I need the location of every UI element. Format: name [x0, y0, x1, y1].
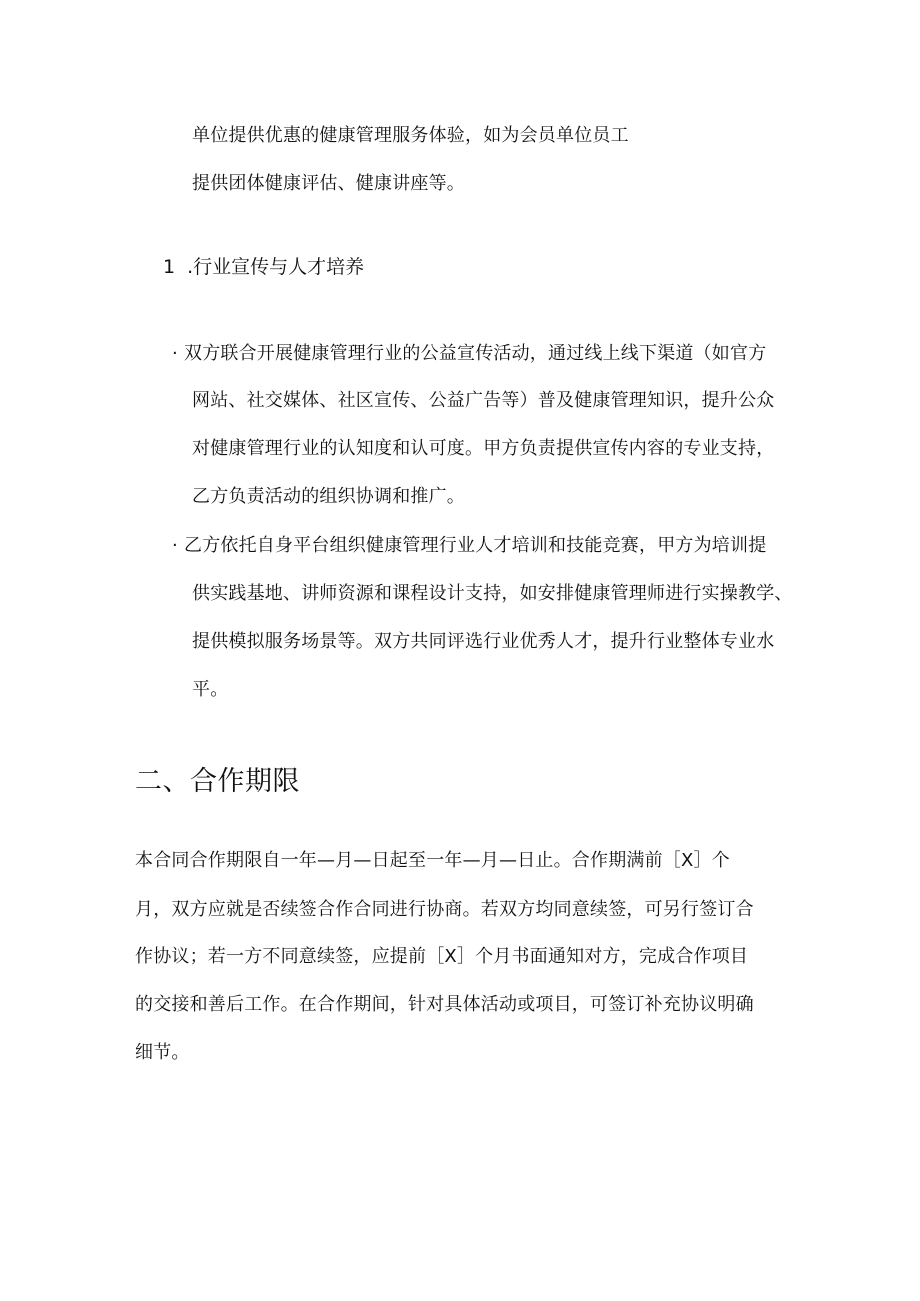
promo-item-2-line-3: 提供模拟服务场景等。双方共同评选行业优秀人才，提升行业整体专业水	[192, 631, 775, 652]
section-promo-title: .行业宣传与人才培养	[187, 256, 365, 278]
term-line-3: 作协议；若一方不同意续签，应提前［X］个月书面通知对方，完成合作项目	[135, 946, 749, 967]
promo-item-2-line-2: 供实践基地、讲师资源和课程设计支持，如安排健康管理师进行实操教学、	[192, 583, 793, 604]
promo-item-1-line-4: 乙方负责活动的组织协调和推广。	[192, 486, 465, 507]
term-line-5: 细节。	[135, 1042, 190, 1063]
promo-item-2-line-4: 平。	[192, 679, 229, 700]
section-promo-number: 1	[163, 256, 176, 278]
promo-item-1-line-1: 双方联合开展健康管理行业的公益宣传活动，通过线上线下渠道（如官方	[184, 343, 767, 364]
bullet-marker-1: ·	[172, 343, 178, 364]
promo-item-1-line-3: 对健康管理行业的认知度和认可度。甲方负责提供宣传内容的专业支持，	[192, 438, 775, 459]
promo-item-1-line-2: 网站、社交媒体、社区宣传、公益广告等）普及健康管理知识，提升公众	[192, 390, 775, 411]
section-term-heading: 二、合作期限	[135, 766, 300, 797]
term-line-4: 的交接和善后工作。在合作期间，针对具体活动或项目，可签订补充协议明确	[135, 994, 754, 1015]
term-line-1: 本合同合作期限自一年—月—日起至一年—月—日止。合作期满前［X］个	[135, 850, 730, 871]
intro-line-2: 提供团体健康评估、健康讲座等。	[192, 173, 465, 194]
section-promo-heading	[163, 254, 364, 280]
promo-item-2-line-1: 乙方依托自身平台组织健康管理行业人才培训和技能竞赛，甲方为培训提	[184, 535, 767, 556]
term-line-2: 月，双方应就是否续签合作合同进行协商。若双方均同意续签，可另行签订合	[135, 899, 754, 920]
bullet-marker-2: ·	[172, 535, 178, 556]
intro-line-1: 单位提供优惠的健康管理服务体验，如为会员单位员工	[192, 125, 629, 146]
